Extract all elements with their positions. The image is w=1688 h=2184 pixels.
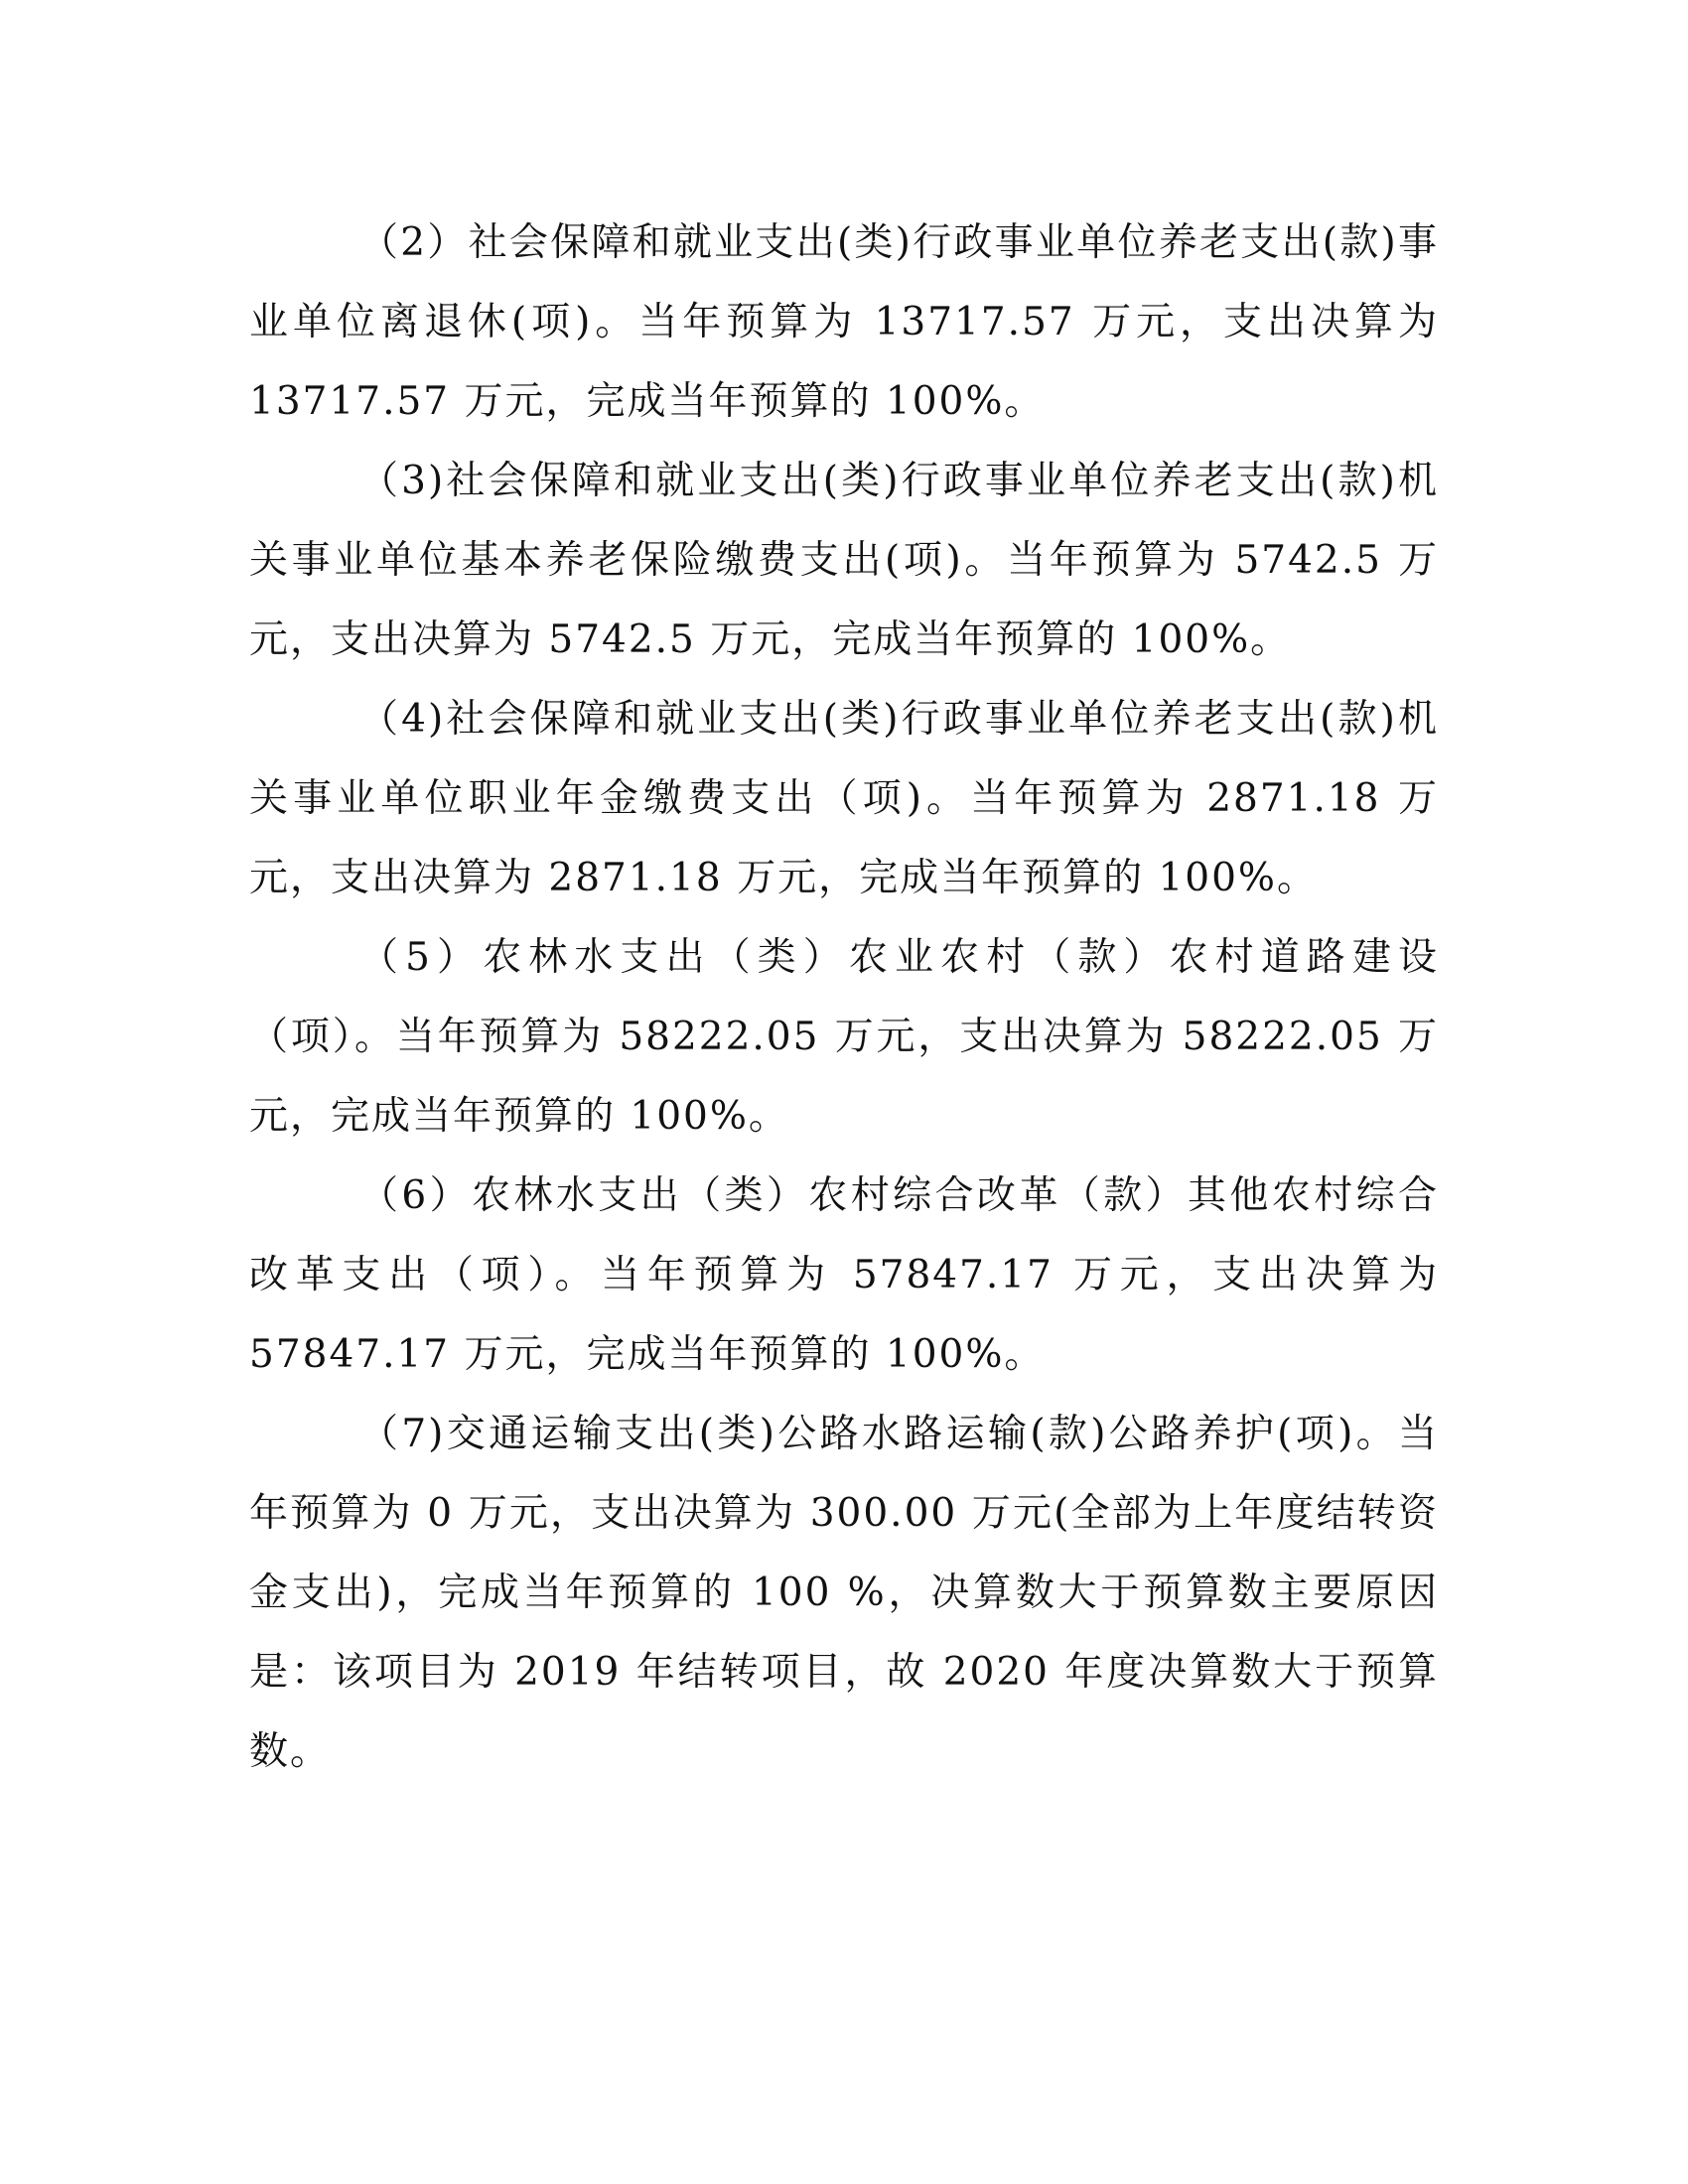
paragraph-item-4: （4)社会保障和就业支出(类)行政事业单位养老支出(款)机关事业单位职业年金缴费支出（项)。当年预算为 2871.18 万元，支出决算为 2871.18 万元，完成当年预算的 100%。 bbox=[249, 697, 1439, 900]
paragraph-item-5: （5）农林水支出（类）农业农村（款）农村道路建设（项）。当年预算为 58222.05 万元，支出决算为 58222.05 万元，完成当年预算的 100%。 bbox=[249, 935, 1439, 1139]
paragraph-item-3: （3)社会保障和就业支出(类)行政事业单位养老支出(款)机关事业单位基本养老保险缴费支出(项)。当年预算为 5742.5 万元，支出决算为 5742.5 万元，完成当年预算的 100%。 bbox=[249, 459, 1439, 662]
paragraph-item-6: （6）农林水支出（类）农村综合改革（款）其他农村综合改革支出（项）。当年预算为 57847.17 万元，支出决算为 57847.17 万元，完成当年预算的 100%。 bbox=[249, 1173, 1439, 1377]
paragraph-item-2: （2）社会保障和就业支出(类)行政事业单位养老支出(款)事业单位离退休(项)。当年预算为 13717.57 万元，支出决算为 13717.57 万元，完成当年预算的 100%。 bbox=[249, 220, 1439, 424]
paragraph-item-7: （7)交通运输支出(类)公路水路运输(款)公路养护(项)。当年预算为 0 万元，支出决算为 300.00 万元(全部为上年度结转资金支出)，完成当年预算的 100 %，决算数大于预算数主要原因是：该项目为 2019 年结转项目，故 2020 年度决算数大于预算数。 bbox=[249, 1412, 1439, 1774]
document-body bbox=[249, 204, 1439, 1792]
